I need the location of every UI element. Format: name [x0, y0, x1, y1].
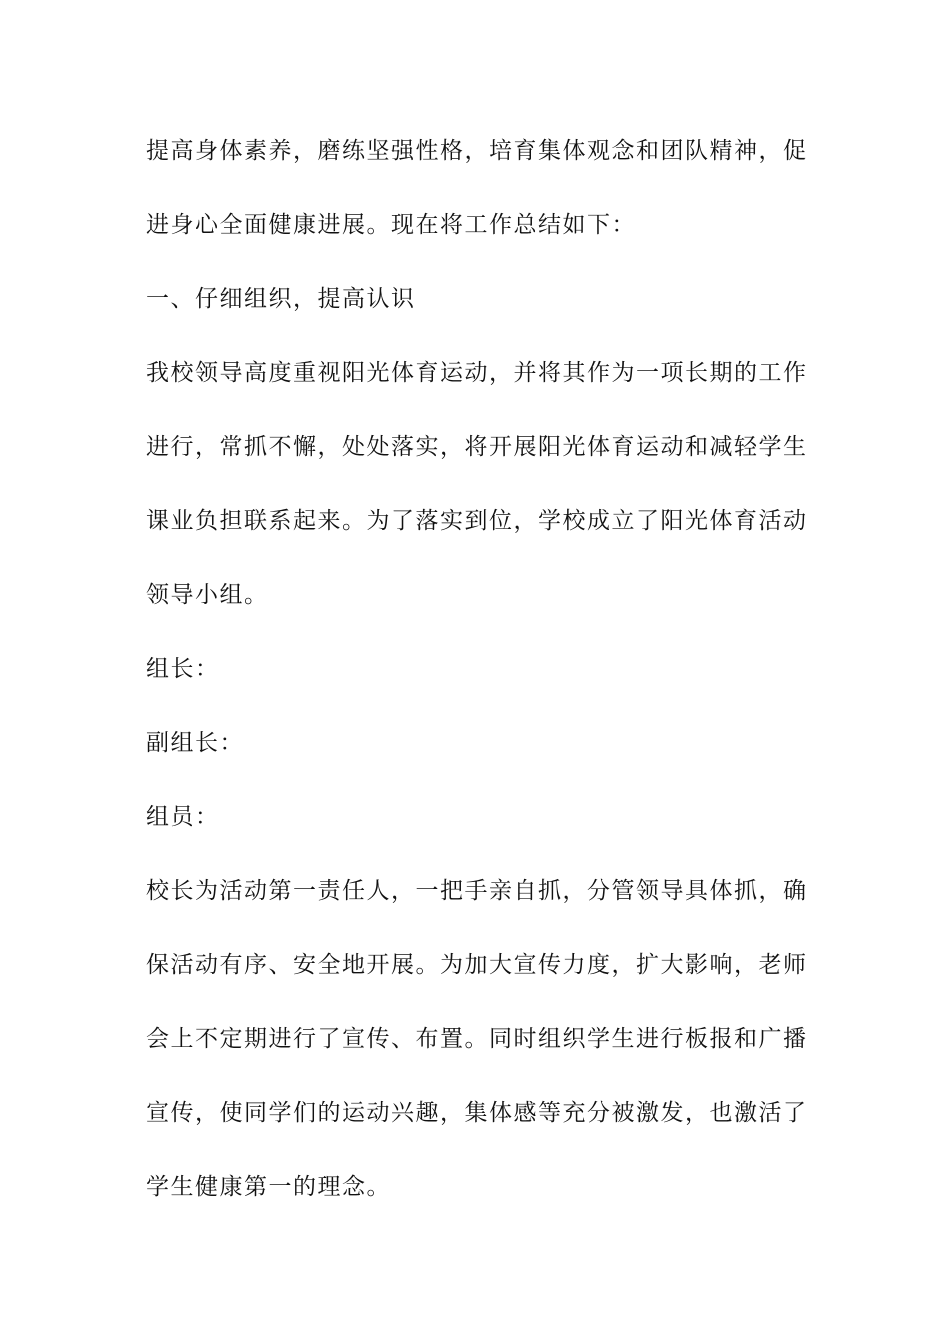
deputy-leader-label: 副组长： — [146, 730, 244, 756]
paragraph-line: 课业负担联系起来。为了落实到位，学校成立了阳光体育活动 — [146, 508, 808, 534]
paragraph-line: 宣传，使同学们的运动兴趣，集体感等充分被激发，也激活了 — [146, 1100, 808, 1126]
members-label: 组员： — [146, 804, 220, 830]
paragraph-line: 提高身体素养，磨练坚强性格，培育集体观念和团队精神，促 — [146, 138, 808, 164]
paragraph-line: 进行，常抓不懈，处处落实，将开展阳光体育运动和减轻学生 — [146, 434, 808, 460]
paragraph-line: 我校领导高度重视阳光体育运动，并将其作为一项长期的工作 — [146, 360, 808, 386]
paragraph-line: 学生健康第一的理念。 — [146, 1174, 391, 1200]
document-body — [146, 114, 806, 1224]
leader-label: 组长： — [146, 656, 220, 682]
paragraph-line: 校长为活动第一责任人，一把手亲自抓，分管领导具体抓，确 — [146, 878, 808, 904]
section-heading: 一、仔细组织，提高认识 — [146, 286, 416, 312]
paragraph-line: 保活动有序、安全地开展。为加大宣传力度，扩大影响，老师 — [146, 952, 808, 978]
paragraph-line: 领导小组。 — [146, 582, 269, 608]
paragraph-line: 进身心全面健康进展。现在将工作总结如下： — [146, 212, 636, 238]
paragraph-line: 会上不定期进行了宣传、布置。同时组织学生进行板报和广播 — [146, 1026, 808, 1052]
